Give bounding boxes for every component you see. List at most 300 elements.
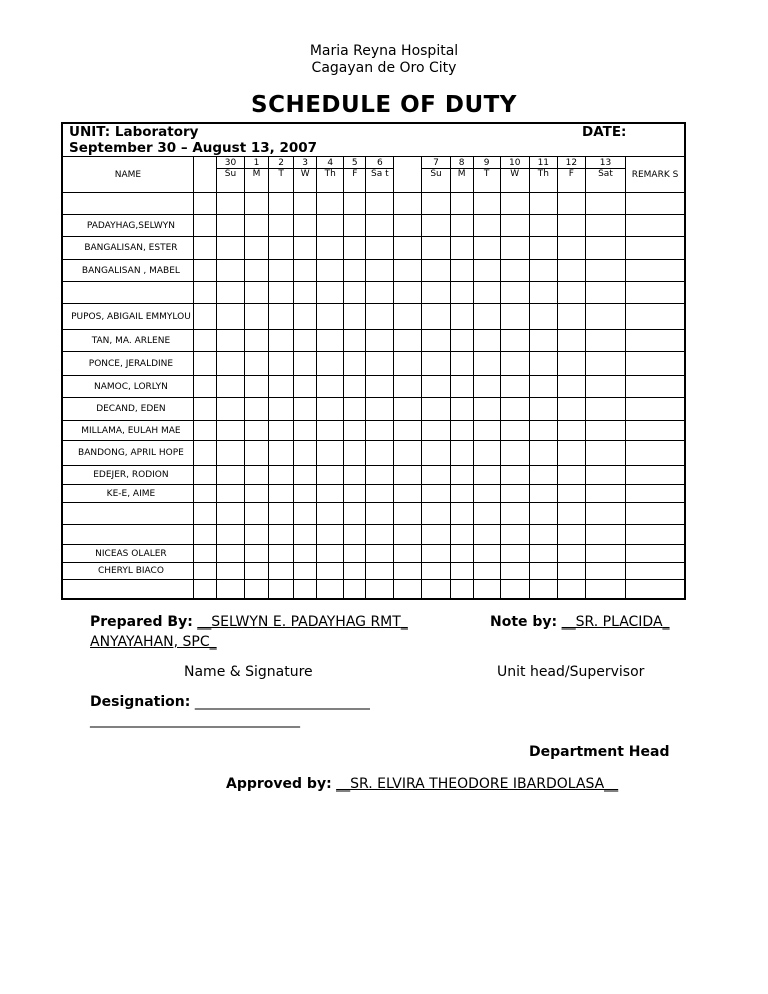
schedule-cell[interactable] [193, 441, 216, 466]
schedule-cell[interactable] [317, 282, 344, 304]
schedule-cell[interactable] [245, 237, 269, 260]
schedule-cell[interactable] [557, 352, 585, 376]
schedule-cell[interactable] [585, 580, 625, 599]
schedule-cell[interactable] [557, 485, 585, 503]
schedule-cell[interactable] [473, 441, 500, 466]
schedule-cell[interactable] [529, 398, 557, 421]
schedule-cell[interactable] [557, 260, 585, 282]
schedule-cell[interactable] [529, 503, 557, 525]
schedule-cell[interactable] [557, 441, 585, 466]
schedule-cell[interactable] [500, 503, 529, 525]
schedule-cell[interactable] [529, 545, 557, 563]
schedule-cell[interactable] [473, 525, 500, 545]
schedule-cell[interactable] [557, 421, 585, 441]
schedule-cell[interactable] [366, 193, 394, 215]
schedule-cell[interactable] [473, 193, 500, 215]
schedule-cell[interactable] [294, 260, 317, 282]
schedule-cell[interactable] [585, 503, 625, 525]
schedule-cell[interactable] [394, 282, 422, 304]
schedule-cell[interactable] [344, 525, 366, 545]
schedule-cell[interactable] [193, 376, 216, 398]
schedule-cell[interactable] [450, 352, 473, 376]
schedule-cell[interactable] [394, 193, 422, 215]
schedule-cell[interactable] [394, 330, 422, 352]
schedule-cell[interactable] [557, 545, 585, 563]
schedule-cell[interactable] [422, 580, 450, 599]
schedule-cell[interactable] [216, 503, 244, 525]
schedule-cell[interactable] [317, 563, 344, 580]
schedule-cell[interactable] [245, 421, 269, 441]
schedule-cell[interactable] [269, 580, 294, 599]
schedule-cell[interactable] [500, 376, 529, 398]
schedule-cell[interactable] [626, 580, 685, 599]
schedule-cell[interactable] [626, 215, 685, 237]
schedule-cell[interactable] [394, 580, 422, 599]
schedule-cell[interactable] [557, 193, 585, 215]
schedule-cell[interactable] [585, 376, 625, 398]
schedule-cell[interactable] [529, 580, 557, 599]
schedule-cell[interactable] [269, 330, 294, 352]
schedule-cell[interactable] [473, 304, 500, 330]
schedule-cell[interactable] [269, 441, 294, 466]
schedule-cell[interactable] [500, 352, 529, 376]
schedule-cell[interactable] [422, 304, 450, 330]
schedule-cell[interactable] [394, 215, 422, 237]
schedule-cell[interactable] [473, 563, 500, 580]
schedule-cell[interactable] [193, 237, 216, 260]
schedule-cell[interactable] [245, 193, 269, 215]
schedule-cell[interactable] [245, 525, 269, 545]
schedule-cell[interactable] [585, 304, 625, 330]
schedule-cell[interactable] [245, 398, 269, 421]
schedule-cell[interactable] [626, 563, 685, 580]
schedule-cell[interactable] [529, 376, 557, 398]
schedule-cell[interactable] [193, 466, 216, 485]
schedule-cell[interactable] [344, 330, 366, 352]
schedule-cell[interactable] [529, 352, 557, 376]
schedule-cell[interactable] [245, 466, 269, 485]
schedule-cell[interactable] [216, 193, 244, 215]
schedule-cell[interactable] [294, 376, 317, 398]
schedule-cell[interactable] [500, 466, 529, 485]
schedule-cell[interactable] [626, 503, 685, 525]
schedule-cell[interactable] [585, 421, 625, 441]
schedule-cell[interactable] [269, 398, 294, 421]
schedule-cell[interactable] [216, 441, 244, 466]
schedule-cell[interactable] [245, 215, 269, 237]
schedule-cell[interactable] [500, 421, 529, 441]
schedule-cell[interactable] [344, 580, 366, 599]
schedule-cell[interactable] [394, 237, 422, 260]
schedule-cell[interactable] [344, 376, 366, 398]
schedule-cell[interactable] [422, 193, 450, 215]
schedule-cell[interactable] [366, 398, 394, 421]
schedule-cell[interactable] [529, 282, 557, 304]
schedule-cell[interactable] [245, 441, 269, 466]
schedule-cell[interactable] [585, 441, 625, 466]
schedule-cell[interactable] [344, 260, 366, 282]
schedule-cell[interactable] [344, 485, 366, 503]
schedule-cell[interactable] [193, 330, 216, 352]
schedule-cell[interactable] [529, 441, 557, 466]
schedule-cell[interactable] [473, 398, 500, 421]
schedule-cell[interactable] [344, 503, 366, 525]
schedule-cell[interactable] [585, 237, 625, 260]
schedule-cell[interactable] [394, 421, 422, 441]
schedule-cell[interactable] [366, 260, 394, 282]
schedule-cell[interactable] [626, 485, 685, 503]
schedule-cell[interactable] [585, 193, 625, 215]
schedule-cell[interactable] [450, 580, 473, 599]
schedule-cell[interactable] [450, 466, 473, 485]
schedule-cell[interactable] [500, 580, 529, 599]
schedule-cell[interactable] [473, 260, 500, 282]
schedule-cell[interactable] [557, 503, 585, 525]
schedule-cell[interactable] [193, 525, 216, 545]
schedule-cell[interactable] [245, 260, 269, 282]
schedule-cell[interactable] [394, 352, 422, 376]
schedule-cell[interactable] [245, 580, 269, 599]
schedule-cell[interactable] [344, 398, 366, 421]
schedule-cell[interactable] [626, 237, 685, 260]
schedule-cell[interactable] [193, 485, 216, 503]
schedule-cell[interactable] [585, 485, 625, 503]
schedule-cell[interactable] [626, 260, 685, 282]
schedule-cell[interactable] [366, 563, 394, 580]
schedule-cell[interactable] [317, 441, 344, 466]
schedule-cell[interactable] [473, 485, 500, 503]
schedule-cell[interactable] [422, 503, 450, 525]
schedule-cell[interactable] [294, 441, 317, 466]
schedule-cell[interactable] [473, 503, 500, 525]
schedule-cell[interactable] [193, 398, 216, 421]
schedule-cell[interactable] [529, 525, 557, 545]
schedule-cell[interactable] [245, 282, 269, 304]
schedule-cell[interactable] [216, 330, 244, 352]
schedule-cell[interactable] [500, 398, 529, 421]
schedule-cell[interactable] [473, 237, 500, 260]
schedule-cell[interactable] [422, 398, 450, 421]
schedule-cell[interactable] [422, 330, 450, 352]
schedule-cell[interactable] [422, 525, 450, 545]
schedule-cell[interactable] [366, 376, 394, 398]
schedule-cell[interactable] [269, 525, 294, 545]
schedule-cell[interactable] [585, 282, 625, 304]
schedule-cell[interactable] [529, 260, 557, 282]
schedule-cell[interactable] [245, 563, 269, 580]
schedule-cell[interactable] [557, 237, 585, 260]
schedule-cell[interactable] [626, 398, 685, 421]
schedule-cell[interactable] [317, 525, 344, 545]
schedule-cell[interactable] [394, 503, 422, 525]
schedule-cell[interactable] [529, 330, 557, 352]
schedule-cell[interactable] [216, 545, 244, 563]
schedule-cell[interactable] [394, 376, 422, 398]
schedule-cell[interactable] [450, 441, 473, 466]
schedule-cell[interactable] [366, 485, 394, 503]
schedule-cell[interactable] [294, 503, 317, 525]
schedule-cell[interactable] [394, 545, 422, 563]
schedule-cell[interactable] [294, 282, 317, 304]
schedule-cell[interactable] [557, 376, 585, 398]
schedule-cell[interactable] [422, 545, 450, 563]
schedule-cell[interactable] [193, 282, 216, 304]
schedule-cell[interactable] [216, 260, 244, 282]
schedule-cell[interactable] [626, 330, 685, 352]
schedule-cell[interactable] [450, 304, 473, 330]
schedule-cell[interactable] [269, 376, 294, 398]
schedule-cell[interactable] [500, 485, 529, 503]
schedule-cell[interactable] [294, 525, 317, 545]
schedule-cell[interactable] [500, 215, 529, 237]
schedule-cell[interactable] [294, 485, 317, 503]
schedule-cell[interactable] [317, 260, 344, 282]
schedule-cell[interactable] [529, 237, 557, 260]
schedule-cell[interactable] [294, 352, 317, 376]
schedule-cell[interactable] [626, 376, 685, 398]
schedule-cell[interactable] [317, 466, 344, 485]
schedule-cell[interactable] [269, 304, 294, 330]
schedule-cell[interactable] [500, 330, 529, 352]
schedule-cell[interactable] [557, 330, 585, 352]
schedule-cell[interactable] [269, 193, 294, 215]
schedule-cell[interactable] [450, 525, 473, 545]
schedule-cell[interactable] [294, 580, 317, 599]
schedule-cell[interactable] [366, 466, 394, 485]
schedule-cell[interactable] [500, 441, 529, 466]
schedule-cell[interactable] [529, 215, 557, 237]
schedule-cell[interactable] [585, 215, 625, 237]
schedule-cell[interactable] [366, 545, 394, 563]
schedule-cell[interactable] [626, 282, 685, 304]
schedule-cell[interactable] [422, 485, 450, 503]
schedule-cell[interactable] [317, 421, 344, 441]
schedule-cell[interactable] [216, 352, 244, 376]
schedule-cell[interactable] [450, 503, 473, 525]
schedule-cell[interactable] [557, 304, 585, 330]
schedule-cell[interactable] [269, 421, 294, 441]
schedule-cell[interactable] [473, 215, 500, 237]
schedule-cell[interactable] [317, 503, 344, 525]
schedule-cell[interactable] [450, 563, 473, 580]
schedule-cell[interactable] [422, 237, 450, 260]
schedule-cell[interactable] [216, 398, 244, 421]
schedule-cell[interactable] [366, 237, 394, 260]
schedule-cell[interactable] [193, 193, 216, 215]
schedule-cell[interactable] [450, 421, 473, 441]
schedule-cell[interactable] [394, 398, 422, 421]
schedule-cell[interactable] [344, 215, 366, 237]
schedule-cell[interactable] [585, 525, 625, 545]
schedule-cell[interactable] [473, 282, 500, 304]
schedule-cell[interactable] [585, 330, 625, 352]
schedule-cell[interactable] [626, 441, 685, 466]
schedule-cell[interactable] [317, 398, 344, 421]
schedule-cell[interactable] [317, 237, 344, 260]
schedule-cell[interactable] [394, 304, 422, 330]
schedule-cell[interactable] [557, 215, 585, 237]
schedule-cell[interactable] [245, 352, 269, 376]
schedule-cell[interactable] [294, 563, 317, 580]
schedule-cell[interactable] [557, 580, 585, 599]
schedule-cell[interactable] [450, 376, 473, 398]
schedule-cell[interactable] [450, 260, 473, 282]
schedule-cell[interactable] [422, 260, 450, 282]
schedule-cell[interactable] [193, 563, 216, 580]
schedule-cell[interactable] [473, 421, 500, 441]
schedule-cell[interactable] [626, 193, 685, 215]
schedule-cell[interactable] [585, 398, 625, 421]
schedule-cell[interactable] [366, 215, 394, 237]
schedule-cell[interactable] [269, 466, 294, 485]
schedule-cell[interactable] [422, 282, 450, 304]
schedule-cell[interactable] [585, 352, 625, 376]
schedule-cell[interactable] [450, 545, 473, 563]
schedule-cell[interactable] [422, 421, 450, 441]
schedule-cell[interactable] [473, 352, 500, 376]
schedule-cell[interactable] [193, 580, 216, 599]
schedule-cell[interactable] [585, 466, 625, 485]
schedule-cell[interactable] [269, 237, 294, 260]
schedule-cell[interactable] [557, 398, 585, 421]
schedule-cell[interactable] [317, 352, 344, 376]
schedule-cell[interactable] [216, 376, 244, 398]
schedule-cell[interactable] [216, 282, 244, 304]
schedule-cell[interactable] [344, 466, 366, 485]
schedule-cell[interactable] [450, 215, 473, 237]
schedule-cell[interactable] [193, 503, 216, 525]
schedule-cell[interactable] [269, 563, 294, 580]
schedule-cell[interactable] [317, 215, 344, 237]
schedule-cell[interactable] [294, 304, 317, 330]
schedule-cell[interactable] [394, 563, 422, 580]
schedule-cell[interactable] [500, 563, 529, 580]
schedule-cell[interactable] [366, 441, 394, 466]
schedule-cell[interactable] [294, 398, 317, 421]
schedule-cell[interactable] [344, 441, 366, 466]
schedule-cell[interactable] [193, 545, 216, 563]
schedule-cell[interactable] [366, 580, 394, 599]
schedule-cell[interactable] [450, 193, 473, 215]
schedule-cell[interactable] [366, 525, 394, 545]
schedule-cell[interactable] [529, 421, 557, 441]
schedule-cell[interactable] [294, 193, 317, 215]
schedule-cell[interactable] [294, 466, 317, 485]
schedule-cell[interactable] [216, 466, 244, 485]
schedule-cell[interactable] [269, 282, 294, 304]
schedule-cell[interactable] [500, 237, 529, 260]
schedule-cell[interactable] [626, 304, 685, 330]
schedule-cell[interactable] [529, 485, 557, 503]
schedule-cell[interactable] [193, 352, 216, 376]
schedule-cell[interactable] [294, 237, 317, 260]
schedule-cell[interactable] [366, 282, 394, 304]
schedule-cell[interactable] [529, 304, 557, 330]
schedule-cell[interactable] [344, 421, 366, 441]
schedule-cell[interactable] [269, 352, 294, 376]
schedule-cell[interactable] [450, 485, 473, 503]
schedule-cell[interactable] [344, 193, 366, 215]
schedule-cell[interactable] [500, 304, 529, 330]
schedule-cell[interactable] [529, 563, 557, 580]
schedule-cell[interactable] [366, 503, 394, 525]
schedule-cell[interactable] [500, 193, 529, 215]
schedule-cell[interactable] [422, 563, 450, 580]
schedule-cell[interactable] [269, 260, 294, 282]
schedule-cell[interactable] [500, 525, 529, 545]
schedule-cell[interactable] [216, 421, 244, 441]
schedule-cell[interactable] [344, 304, 366, 330]
schedule-cell[interactable] [344, 237, 366, 260]
schedule-cell[interactable] [626, 421, 685, 441]
schedule-cell[interactable] [529, 466, 557, 485]
schedule-cell[interactable] [626, 352, 685, 376]
schedule-cell[interactable] [422, 376, 450, 398]
schedule-cell[interactable] [473, 580, 500, 599]
schedule-cell[interactable] [294, 215, 317, 237]
schedule-cell[interactable] [585, 563, 625, 580]
schedule-cell[interactable] [193, 260, 216, 282]
schedule-cell[interactable] [422, 352, 450, 376]
schedule-cell[interactable] [500, 260, 529, 282]
schedule-cell[interactable] [216, 485, 244, 503]
schedule-cell[interactable] [473, 376, 500, 398]
schedule-cell[interactable] [557, 282, 585, 304]
schedule-cell[interactable] [245, 376, 269, 398]
schedule-cell[interactable] [394, 260, 422, 282]
schedule-cell[interactable] [216, 215, 244, 237]
schedule-cell[interactable] [422, 215, 450, 237]
schedule-cell[interactable] [269, 545, 294, 563]
schedule-cell[interactable] [344, 282, 366, 304]
schedule-cell[interactable] [394, 466, 422, 485]
schedule-cell[interactable] [269, 503, 294, 525]
schedule-cell[interactable] [245, 545, 269, 563]
schedule-cell[interactable] [193, 421, 216, 441]
schedule-cell[interactable] [626, 525, 685, 545]
schedule-cell[interactable] [317, 485, 344, 503]
schedule-cell[interactable] [344, 563, 366, 580]
schedule-cell[interactable] [245, 330, 269, 352]
schedule-cell[interactable] [245, 485, 269, 503]
schedule-cell[interactable] [344, 352, 366, 376]
schedule-cell[interactable] [473, 330, 500, 352]
schedule-cell[interactable] [344, 545, 366, 563]
schedule-cell[interactable] [422, 441, 450, 466]
schedule-cell[interactable] [216, 237, 244, 260]
schedule-cell[interactable] [294, 421, 317, 441]
schedule-cell[interactable] [269, 215, 294, 237]
schedule-cell[interactable] [366, 352, 394, 376]
schedule-cell[interactable] [557, 466, 585, 485]
schedule-cell[interactable] [216, 525, 244, 545]
schedule-cell[interactable] [245, 304, 269, 330]
schedule-cell[interactable] [269, 485, 294, 503]
schedule-cell[interactable] [216, 304, 244, 330]
schedule-cell[interactable] [317, 304, 344, 330]
schedule-cell[interactable] [500, 545, 529, 563]
schedule-cell[interactable] [450, 237, 473, 260]
schedule-cell[interactable] [450, 282, 473, 304]
schedule-cell[interactable] [450, 398, 473, 421]
schedule-cell[interactable] [317, 193, 344, 215]
schedule-cell[interactable] [366, 421, 394, 441]
schedule-cell[interactable] [557, 563, 585, 580]
schedule-cell[interactable] [366, 304, 394, 330]
schedule-cell[interactable] [317, 330, 344, 352]
schedule-cell[interactable] [193, 215, 216, 237]
schedule-cell[interactable] [585, 260, 625, 282]
